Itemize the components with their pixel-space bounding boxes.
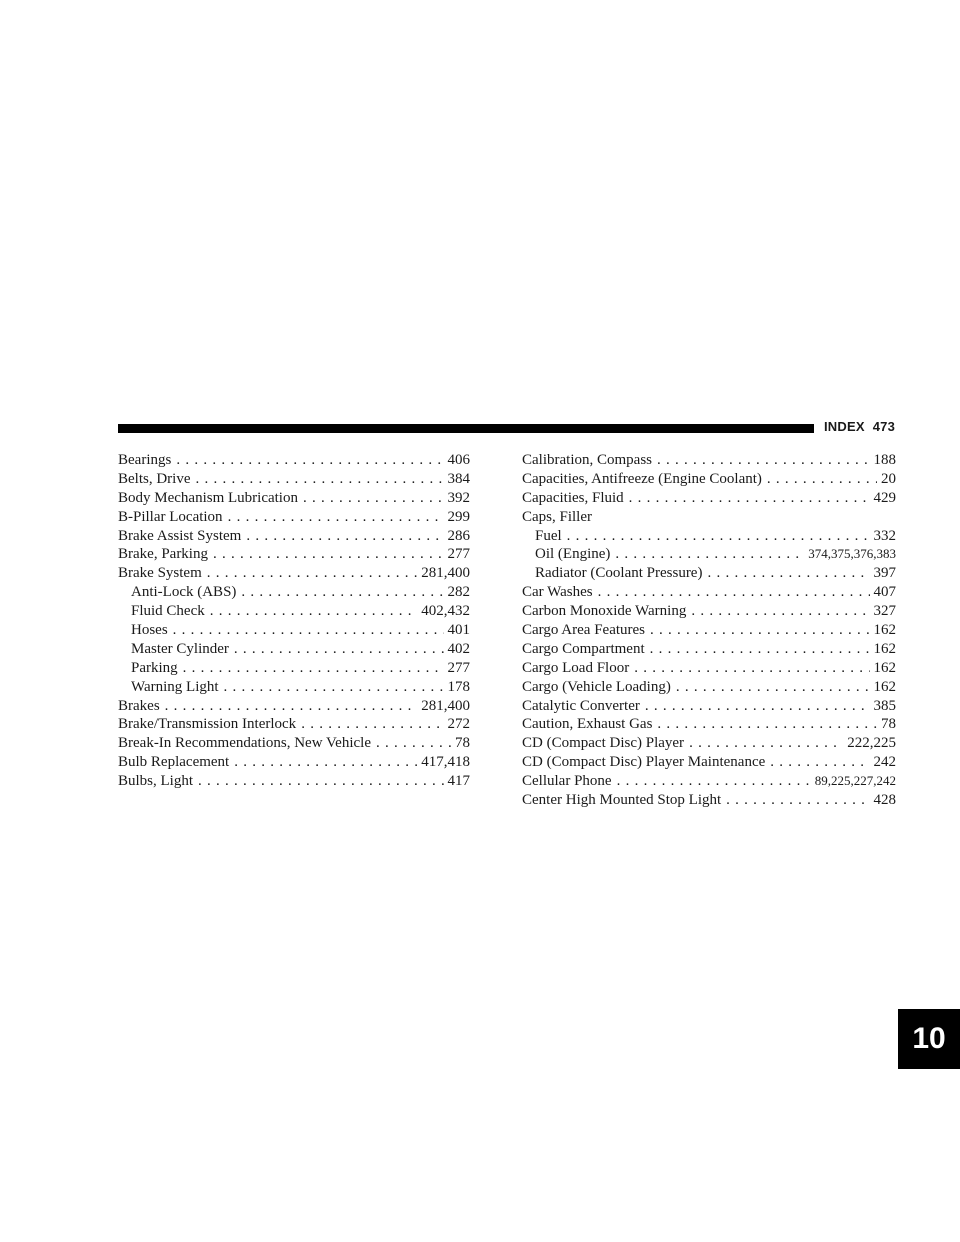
index-entry: CD (Compact Disc) Player . . . 222,225 (522, 734, 896, 753)
index-entry: Car Washes . . . 407 (522, 583, 896, 602)
running-header (824, 419, 895, 434)
index-entry: Body Mechanism Lubrication . . . 392 (118, 489, 470, 508)
index-subentry: Fuel . . . 332 (522, 527, 896, 546)
index-subentry: Anti-Lock (ABS) . . . 282 (118, 583, 470, 602)
index-subentry: Parking . . . 277 (118, 659, 470, 678)
index-entry: Cellular Phone . . . 89,225,227,242 (522, 772, 896, 791)
index-entry: Brake, Parking . . . 277 (118, 545, 470, 564)
chapter-tab: 10 (898, 1009, 960, 1069)
index-entry: Catalytic Converter . . . 385 (522, 697, 896, 716)
index-entry: Capacities, Antifreeze (Engine Coolant) . . . 20 (522, 470, 896, 489)
index-entry: B-Pillar Location . . . 299 (118, 508, 470, 527)
index-entry: Carbon Monoxide Warning . . . 327 (522, 602, 896, 621)
index-subentry: Oil (Engine) . . . 374,375,376,383 (522, 545, 896, 564)
index-entry: Cargo Compartment . . . 162 (522, 640, 896, 659)
index-entry: CD (Compact Disc) Player Maintenance . . . 242 (522, 753, 896, 772)
index-entry: Brake System . . . 281,400 (118, 564, 470, 583)
index-entry: Brakes . . . 281,400 (118, 697, 470, 716)
index-entry: Capacities, Fluid . . . 429 (522, 489, 896, 508)
index-group-heading: Caps, Filler (522, 508, 592, 525)
header-rule (118, 424, 814, 433)
section-title: INDEX (824, 419, 865, 434)
index-entry: Bulb Replacement . . . 417,418 (118, 753, 470, 772)
index-entry: Bulbs, Light . . . 417 (118, 772, 470, 791)
index-subentry: Warning Light . . . 178 (118, 678, 470, 697)
index-entry: Break-In Recommendations, New Vehicle . . . 78 (118, 734, 470, 753)
index-subentry: Radiator (Coolant Pressure) . . . 397 (522, 564, 896, 583)
page-number: 473 (872, 419, 896, 434)
index-entry: Caution, Exhaust Gas . . . 78 (522, 715, 896, 734)
index-entry: Bearings . . . 406 (118, 451, 470, 470)
index-column-right (522, 451, 896, 810)
index-entry: Brake Assist System . . . 286 (118, 527, 470, 546)
index-subentry: Master Cylinder . . . 402 (118, 640, 470, 659)
index-entry: Cargo (Vehicle Loading) . . . 162 (522, 678, 896, 697)
index-subentry: Hoses . . . 401 (118, 621, 470, 640)
index-entry: Cargo Area Features . . . 162 (522, 621, 896, 640)
index-subentry: Fluid Check . . . 402,432 (118, 602, 470, 621)
index-entry: Belts, Drive . . . 384 (118, 470, 470, 489)
index-entry: Calibration, Compass . . . 188 (522, 451, 896, 470)
index-entry: Center High Mounted Stop Light . . . 428 (522, 791, 896, 810)
index-entry: Brake/Transmission Interlock . . . 272 (118, 715, 470, 734)
index-entry: Cargo Load Floor . . . 162 (522, 659, 896, 678)
index-column-left (118, 451, 470, 791)
